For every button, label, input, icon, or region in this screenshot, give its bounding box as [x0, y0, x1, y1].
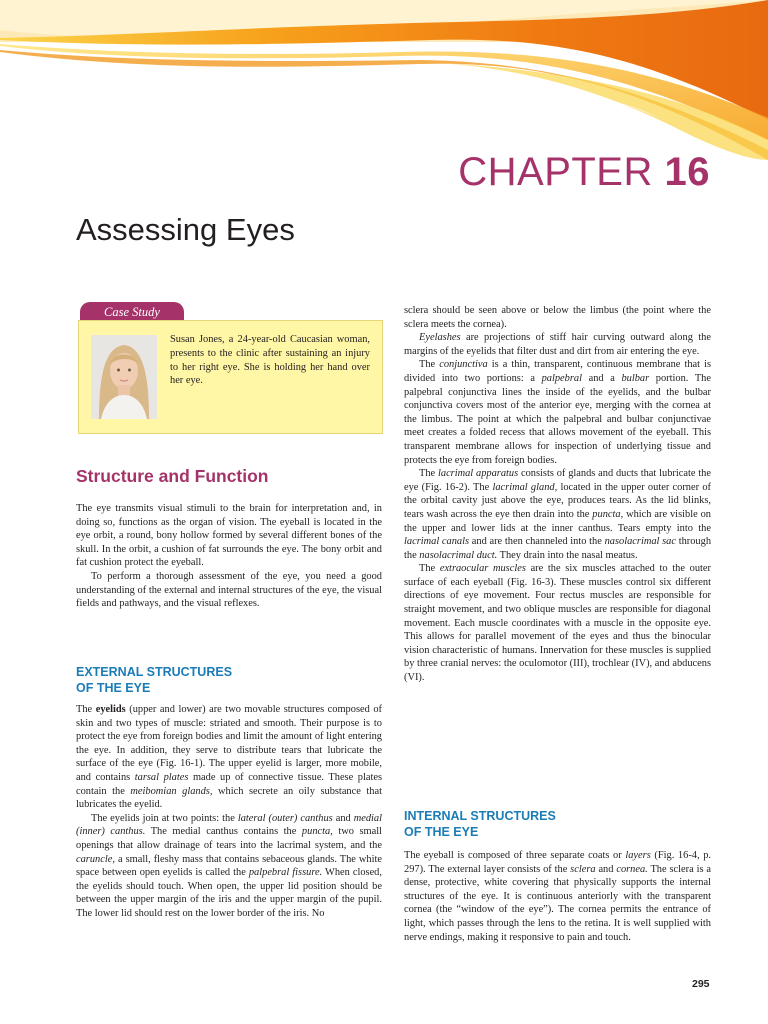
case-study-box [78, 320, 383, 434]
chapter-label [458, 150, 710, 195]
header-banner [0, 0, 768, 160]
page-title: Assessing Eyes [76, 212, 295, 247]
internal-structures-heading [404, 808, 556, 840]
patient-photo [91, 335, 157, 419]
left-column-intro [76, 502, 382, 611]
internal-heading-line-1: INTERNAL STRUCTURES [404, 809, 556, 823]
left-column-body [76, 703, 382, 921]
case-study-tab: Case Study [80, 302, 184, 322]
section-heading: Structure and Function [76, 466, 269, 486]
extraocular-paragraph: The extraocular muscles are the six muscles attached to the outer surface of each eyeball (Fig. 16-3). These muscles control six different directions of eye movement. Four rectus muscles are responsible for straight movement, and two oblique muscles are responsible for diagonal movement. Each muscle coordinates with a muscle in the opposite eye. This allows for parallel movement of the eyes and thus the binocular vision characteristic of humans. Innervation for these muscles is supplied by three cranial nerves: the oculomotor (III), trochlear (IV), and abducens (VI). [404, 563, 711, 684]
intro-paragraph-2: To perform a thorough assessment of the eye, you need a good understanding of the external and internal structures of the eye, the visual fields and pathways, and the visual reflexes. [76, 570, 382, 610]
page-number: 295 [692, 978, 710, 990]
right-column-bottom [404, 849, 711, 944]
chapter-word: CHAPTER [458, 150, 653, 194]
chapter-number: 16 [664, 150, 710, 194]
external-heading-line-2: OF THE EYE [76, 681, 151, 695]
sclera-continuation: sclera should be seen above or below the limbus (the point where the sclera meets the cornea). [404, 305, 711, 330]
eyelids-paragraph: The eyelids (upper and lower) are two movable structures composed of skin and two types of muscle: striated and smooth. Their purpose is to protect the eye from foreign bodies and limit the amount of light entering the eye. In addition, they serve to distribute tears that lubricate the surface of the eye (Fig. 16-1). The upper eyelid is larger, more mobile, and contains tarsal plates made up of connective tissue. These plates contain the meibomian glands, which secrete an oily substance that lubricates the eyelid. [76, 704, 383, 811]
case-study-text: Susan Jones, a 24-year-old Caucasian woman, presents to the clinic after sustaining an injury to her right eye. She is holding her hand over her eye. [170, 334, 370, 387]
canthus-paragraph: The eyelids join at two points: the lateral (outer) canthus and medial (inner) canthus. The medial canthus contains the puncta, two small openings that allow drainage of tears into the lacrimal system, and the caruncle, a small, fleshy mass that contains sebaceous glands. The white space between open eyelids is called the palpebral fissure. When closed, the eyelids should touch. When open, the upper lid position should be between the upper margin of the iris and the upper margin of the pupil. The lower lid should rest on the lower border of the iris. No [76, 812, 383, 919]
intro-paragraph-1: The eye transmits visual stimuli to the brain for interpretation and, in doing so, functions as the organ of vision. The eyeball is located in the eye orbit, a round, bony hollow formed by several different bones of the skull. In the orbit, a cushion of fat surrounds the eye. The bony orbit and fat cushion protect the eyeball. [76, 503, 382, 569]
lacrimal-paragraph: The lacrimal apparatus consists of glands and ducts that lubricate the eye (Fig. 16-2). The lacrimal gland, located in the upper outer corner of the orbital cavity just above the eye, produces tears. As the lid blinks, tears wash across the eye then drain into the puncta, which are visible on the upper and lower lids at the inner canthus. Tears empty into the lacrimal canals and are then channeled into the nasolacrimal sac through the nasolacrimal duct. They drain into the nasal meatus. [404, 468, 712, 561]
conjunctiva-paragraph: The conjunctiva is a thin, transparent, continuous membrane that is divided into two portions: a palpebral and a bulbar portion. The palpebral conjunctiva lines the inside of the eyelids, and the bulbar conjunctiva covers most of the anterior eye, merging with the cornea at the limbus. The point at which the palpebral and bulbar conjunctivae meet creates a folded recess that allows movement of the eyeball. This transparent membrane allows for inspection of underlying tissue and protects the eye from foreign bodies. [404, 359, 711, 466]
external-heading-line-1: EXTERNAL STRUCTURES [76, 665, 233, 679]
internal-heading-line-2: OF THE EYE [404, 825, 479, 839]
right-column-top [404, 304, 711, 685]
eyeball-paragraph: The eyeball is composed of three separate coats or layers (Fig. 16-4, p. 297). The external layer consists of the sclera and cornea. The sclera is a dense, protective, white covering that physically supports the internal structures of the eye. It is continuous anteriorly with the transparent cornea (the “window of the eye”). The cornea permits the entrance of light, which passes through the lens to the retina. It is well supplied with nerve endings, making it responsive to pain and touch. [404, 850, 711, 943]
eyelashes-paragraph: Eyelashes are projections of stiff hair curving outward along the margins of the eyelids that filter dust and dirt from air entering the eye. [404, 332, 711, 357]
external-structures-heading [76, 664, 232, 696]
